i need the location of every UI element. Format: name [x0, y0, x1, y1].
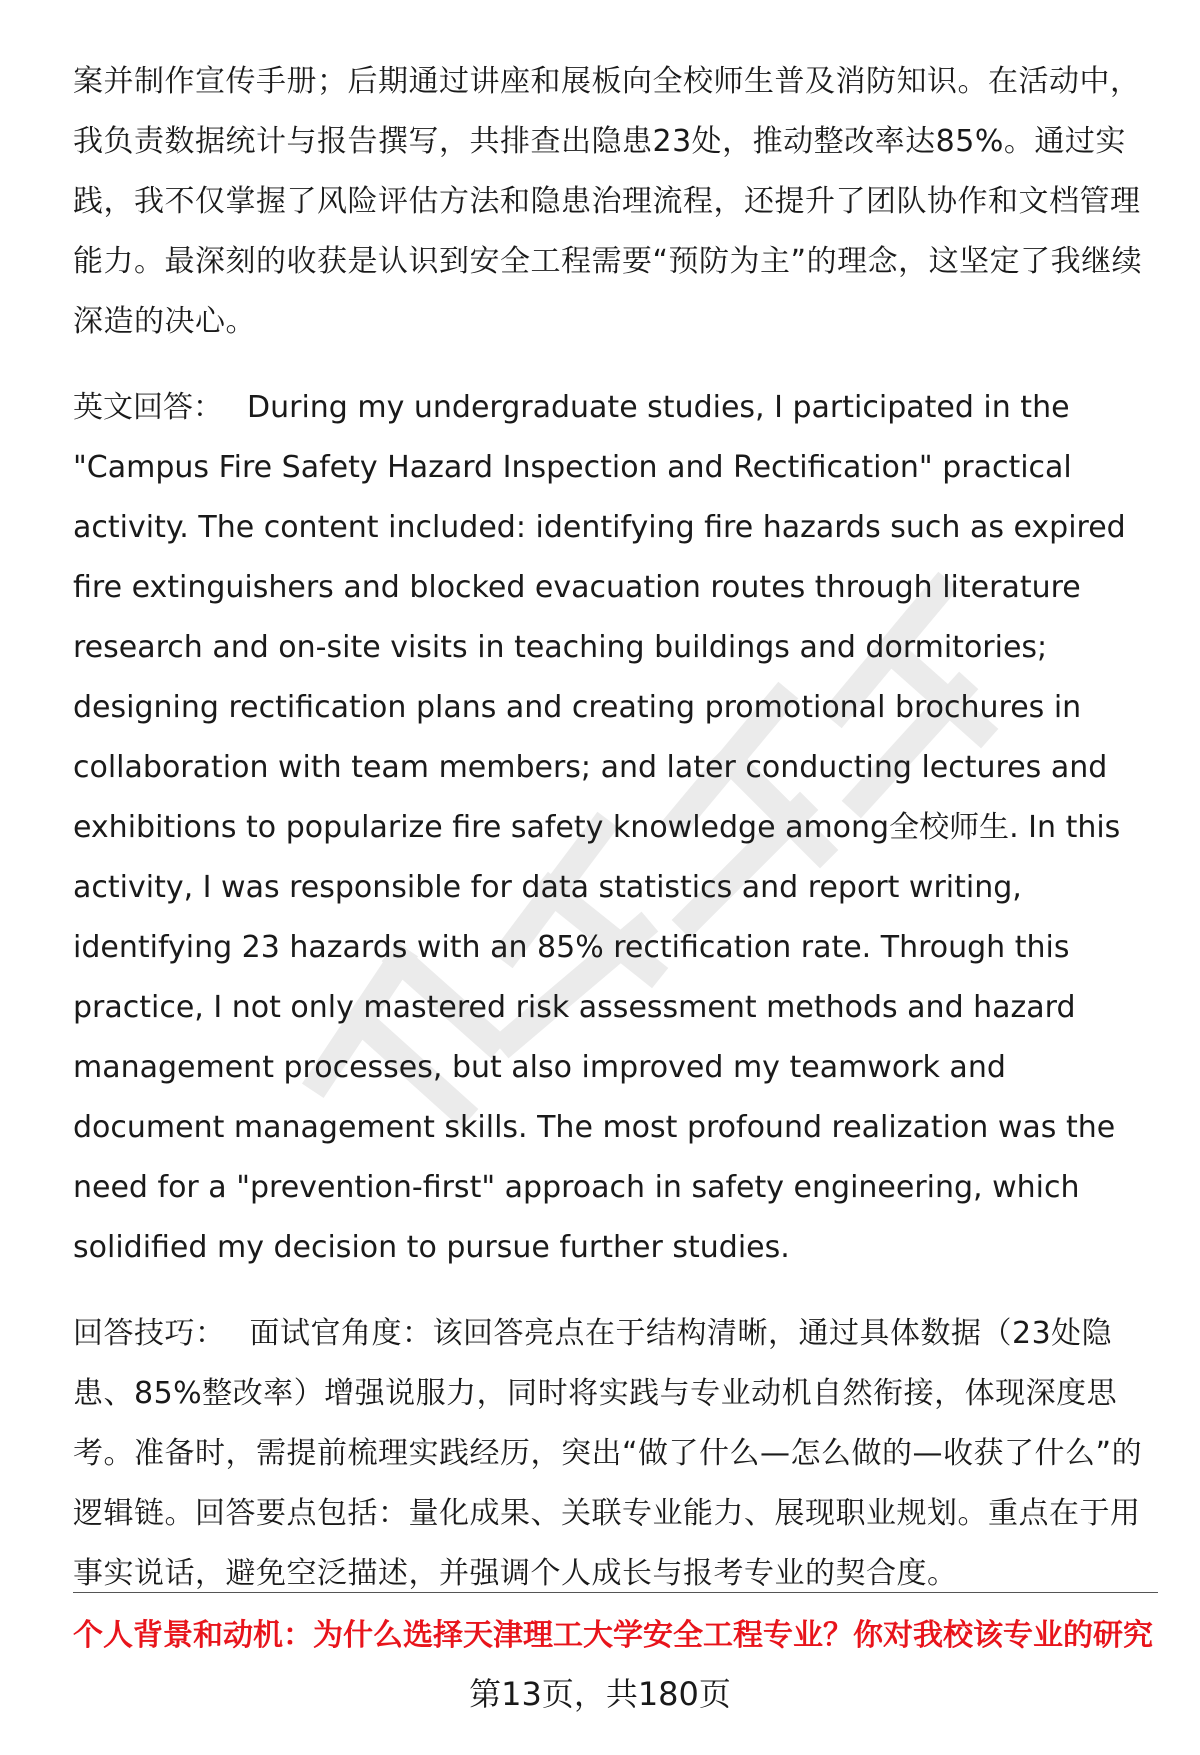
answer-tips-label: 回答技巧： — [73, 1316, 226, 1351]
answer-tips-section — [73, 1304, 1158, 1604]
next-question-heading: 个人背景和动机：为什么选择天津理工大学安全工程专业？你对我校该专业的研究 — [73, 1618, 1153, 1653]
english-answer-text: During my undergraduate studies, I participated in the "Campus Fire Safety Hazard Inspection and Rectification" practical activity. The content included: identifying fire hazards such as expired fire extinguishers and blocked evacuation routes through literature research and on-site visits in teaching buildings and dormitories; designing rectification plans and creating promotional brochures in collaboration with team members; and later conducting lectures and exhibitions to popularize fire safety knowledge among全校师生. In this activity, I was responsible for data statistics and report writing, identifying 23 hazards with an 85% rectification rate. Through this practice, I not only mastered risk assessment methods and hazard management processes, but also improved my teamwork and document management skills. The most profound realization was the need for a "prevention-first" approach in safety engineering, which solidified my decision to pursue further studies. — [73, 390, 1126, 1265]
answer-tips-text: 面试官角度：该回答亮点在于结构清晰，通过具体数据（23处隐患、85%整改率）增强说服力，同时将实践与专业动机自然衔接，体现深度思考。准备时，需提前梳理实践经历，突出“做了什么—怎么做的—收获了什么”的逻辑链。回答要点包括：量化成果、关联专业能力、展现职业规划。重点在于用事实说话，避免空泛描述，并强调个人成长与报考专业的契合度。 — [73, 1316, 1143, 1591]
english-answer-label: 英文回答： — [73, 390, 223, 425]
section-divider — [73, 1592, 1158, 1593]
chinese-answer-continuation: 案并制作宣传手册；后期通过讲座和展板向全校师生普及消防知识。在活动中，我负责数据统计与报告撰写，共排查出隐患23处，推动整改率达85%。通过实践，我不仅掌握了风险评估方法和隐患治理流程，还提升了团队协作和文档管理能力。最深刻的收获是认识到安全工程需要“预防为主”的理念，这坚定了我继续深造的决心。 — [73, 64, 1143, 339]
english-answer-section — [73, 378, 1158, 1278]
page-number: 第13页，共180页 — [469, 1675, 731, 1713]
main-content — [73, 52, 1158, 1604]
